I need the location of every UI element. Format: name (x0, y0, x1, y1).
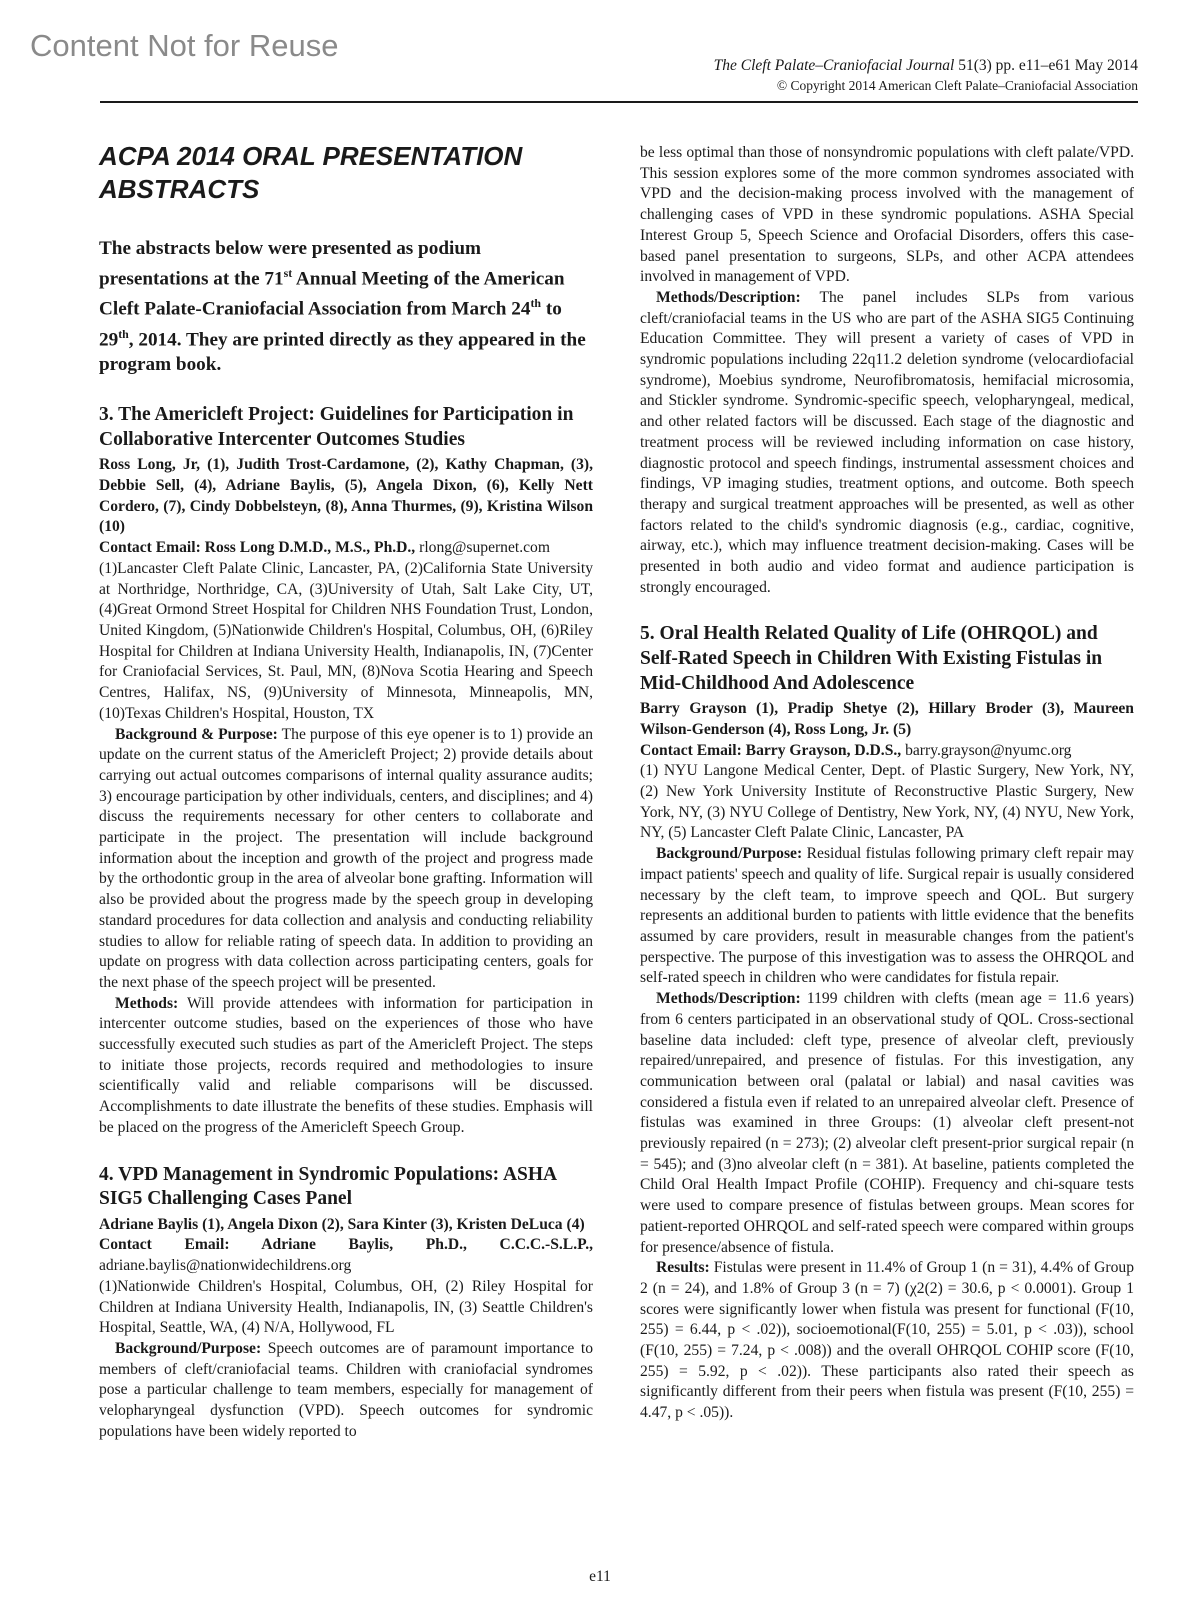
contact-email: rlong@supernet.com (419, 539, 550, 557)
intro-paragraph: The abstracts below were presented as podium presentations at the 71st Annual Meeting of the American Cleft Palate-Craniofacial Association from March 24th to 29th, 2014. They are printed directly as they appeared in the program book. (99, 238, 586, 376)
journal-header (714, 56, 1138, 96)
section-text: 1199 children with clefts (mean age = 11.6 years) from 6 centers participated in an observational study of QOL. Cross-sectional baseline data included: cleft type, presence of alveolar cleft, previously repaired/unrepaired, and presence of fistulas. For this investigation, any communication between oral (palatal or labial) and nasal cavities was considered a fistula even if related to an unrepaired alveolar cleft. Presence of fistulas was examined in three Groups: (1) alveolar cleft present-not previously repaired (n = 273); (2) alveolar cleft present-prior surgical repair (n = 545); and (3)no alveolar cleft (n = 381). At baseline, patients completed the Child Oral Health Impact Profile (COHIP). Frequency and chi-square tests were used to compare presence of fistulas between groups. Mean scores for patient-reported OHRQOL and self-rated speech were compared within groups for presence/absence of fistula. (640, 990, 1134, 1256)
abstract-authors: Barry Grayson (1), Pradip Shetye (2), Hillary Broder (3), Maureen Wilson-Genderson (4), Ross Long, Jr. (5) (640, 700, 1134, 738)
abstract-title: 5. Oral Health Related Quality of Life (OHRQOL) and Self-Rated Speech in Children With Existing Fistulas in Mid-Childhood And Adolescence (640, 623, 1103, 694)
abstract-title: 4. VPD Management in Syndromic Populations: ASHA SIG5 Challenging Cases Panel (99, 1163, 557, 1210)
abstract-affiliations: (1) NYU Langone Medical Center, Dept. of Plastic Surgery, New York, NY, (2) New York University Institute of Reconstructive Plastic Surgery, New York, NY, (3) NYU College of Dentistry, New York, NY, (4) NYU, New York, NY, (5) Lancaster Cleft Palate Clinic, Lancaster, PA (640, 762, 1134, 842)
abstract-affiliations: (1)Lancaster Cleft Palate Clinic, Lancaster, PA, (2)California State University at Northridge, Northridge, CA, (3)University of Utah, Salt Lake City, UT, (4)Great Ormond Street Hospital for Children NHS Foundation Trust, London, United Kingdom, (5)Nationwide Children's Hospital, Columbus, OH, (6)Riley Hospital for Children at Indiana University Health, Indianapolis, IN, (7)Center for Craniofacial Services, St. Paul, MN, (8)Nova Scotia Hearing and Speech Centres, Halifax, NS, (9)University of Minnesota, Minneapolis, MN, (10)Texas Children's Hospital, Houston, TX (99, 559, 593, 722)
abstract-contact (99, 1235, 593, 1276)
contact-label: Contact Email: Adriane Baylis, Ph.D., C.C.C.-S.L.P., (99, 1236, 593, 1254)
contact-label: Contact Email: Ross Long D.M.D., M.S., Ph.D., (99, 539, 416, 557)
section-text: The purpose of this eye opener is to 1) provide an update on the current status of the Americleft Project; 2) provide details about carrying out actual outcomes comparisons of internal quality assurance audits; 3) encourage participation by other individuals, centers, and disciplines; and 4) discuss the requirements necessary for other centers to collaborate and participate in the project. The presentation will include background information about the inception and growth of the project and progress made by the orthodontic group in the area of alveolar bone grafting. Information will also be provided about the progress made by the speech group in developing standard procedures for data collection and analysis and conducting reliability studies to allow for reliable rating of speech data. In addition to providing an update on progress with data collection across participating centers, goals for the next phase of the speech project will be presented. (99, 725, 593, 991)
abstract-5 (640, 622, 1134, 1423)
section-label: Background & Purpose: (115, 725, 278, 743)
abstract-affiliations: (1)Nationwide Children's Hospital, Columbus, OH, (2) Riley Hospital for Children at Indiana University Health, Indianapolis, IN, (3) Seattle Children's Hospital, Seattle, WA, (4) N/A, Hollywood, FL (99, 1277, 593, 1337)
abstract-4-continued (640, 143, 1134, 598)
section-label: Methods: (115, 994, 179, 1012)
abstract-continuation: be less optimal than those of nonsyndromic populations with cleft palate/VPD. This session explores some of the more common syndromes associated with VPD and the decision-making process involved with the management of challenging cases of VPD in these syndromic populations. ASHA Special Interest Group 5, Speech Science and Orofacial Disorders, offers this case-based panel presentation to surgeons, SLPs, and other ACPA attendees involved in management of VPD. (640, 144, 1134, 286)
abstract-section (640, 288, 1134, 599)
contact-email: barry.grayson@nyumc.org (905, 741, 1072, 759)
abstract-3 (99, 403, 593, 1138)
header-rule (100, 101, 1138, 103)
page-number: e11 (589, 1568, 611, 1585)
section-label: Methods/Description: (656, 288, 801, 306)
abstract-section (99, 1339, 593, 1443)
right-column (640, 143, 1134, 1448)
left-column (99, 140, 593, 1466)
section-text: Residual fistulas following primary cleft repair may impact patients' speech and quality of life. Surgical repair is usually considered necessary by the cleft team, to improve speech and QOL. But surgery represents an additional burden to patients with little evidence that the benefits assumed by care providers, result in measurable changes from the patient's perspective. The purpose of this investigation was to assess the OHRQOL and self-rated speech in children who were candidates for fistula repair. (640, 845, 1134, 987)
watermark: Content Not for Reuse (30, 28, 339, 63)
abstract-contact (99, 538, 593, 559)
journal-issue: 51(3) pp. e11–e61 May 2014 (958, 57, 1138, 74)
journal-name: The Cleft Palate–Craniofacial Journal (713, 57, 955, 74)
abstract-section (640, 844, 1134, 989)
abstract-authors: Ross Long, Jr, (1), Judith Trost-Cardamone, (2), Kathy Chapman, (3), Debbie Sell, (4), Adriane Baylis, (5), Angela Dixon, (6), Kelly Nett Cordero, (7), Cindy Dobbelsteyn, (8), Anna Thurmes, (9), Kristina Wilson (10) (99, 456, 593, 536)
section-text: Will provide attendees with information for participation in intercenter outcome studies, based on the experiences of those who have successfully executed such studies as part of the Americleft Project. The steps to initiate those projects, records required and methodologies to insure scientifically valid and reliable comparisons will be discussed. Accomplishments to date illustrate the benefits of these studies. Emphasis will be placed on the progress of the Americleft Speech Group. (99, 994, 593, 1136)
abstract-section (640, 989, 1134, 1258)
section-label: Methods/Description: (656, 990, 801, 1008)
abstract-section (640, 1258, 1134, 1424)
abstract-contact (640, 741, 1134, 762)
abstract-authors: Adriane Baylis (1), Angela Dixon (2), Sara Kinter (3), Kristen DeLuca (4) (99, 1215, 585, 1233)
section-label: Background/Purpose: (656, 845, 803, 863)
section-text: The panel includes SLPs from various cleft/craniofacial teams in the US who are part of the ASHA SIG5 Continuing Education Committee. They will present a variety of cases of VPD in syndromic populations including 22q11.2 deletion syndrome (velocardiofacial syndrome), Moebius syndrome, Neurofibromatosis, hemifacial microsomia, and Stickler syndrome. Syndromic-specific speech, velopharyngeal, medical, and other related factors will be discussed. Each stage of the diagnostic and treatment process will be reviewed including information on case history, diagnostic protocol and speech findings, instrumental assessment choices and findings, VP imaging studies, treatment options, and outcome. Both speech therapy and surgical treatment approaches will be presented, as well as other factors related to the child's syndromic diagnosis (e.g., cardiac, cognitive, airway, etc.), which may influence treatment decision-making. Cases will be presented in both audio and video format and audience participation is strongly encouraged. (640, 288, 1134, 596)
main-title: ACPA 2014 ORAL PRESENTATION ABSTRACTS (99, 141, 523, 204)
contact-label: Contact Email: Barry Grayson, D.D.S., (640, 741, 902, 759)
section-label: Background/Purpose: (115, 1339, 262, 1357)
abstract-4 (99, 1163, 593, 1443)
abstract-title: 3. The Americleft Project: Guidelines for Participation in Collaborative Intercenter Outcomes Studies (99, 404, 574, 450)
section-text: Speech outcomes are of paramount importance to members of cleft/craniofacial teams. Children with craniofacial syndromes pose a particular challenge to team members, especially for management of velopharyngeal dysfunction (VPD). Speech outcomes for syndromic populations have been widely reported to (99, 1339, 593, 1440)
contact-email: adriane.baylis@nationwidechildrens.org (99, 1257, 352, 1275)
abstract-section (99, 725, 593, 994)
journal-copyright: © Copyright 2014 American Cleft Palate–Craniofacial Association (776, 78, 1138, 93)
section-text: Fistulas were present in 11.4% of Group 1 (n = 31), 4.4% of Group 2 (n = 24), and 1.8% of Group 3 (n = 7) (χ2(2) = 30.6, p < 0.0001). Group 1 scores were significantly lower when fistula was present for functional (F(10, 255) = 6.44, p < .02)), socioemotional(F(10, 255) = 5.01, p < .03)), school (F(10, 255) = 7.24, p < .008)) and the overall OHRQOL COHIP score (F(10, 255) = 5.92, p < .02)). These participants also rated their speech as significantly different from their peers when fistula was present (F(10, 255) = 4.47, p < .05)). (640, 1259, 1134, 1422)
abstract-section (99, 994, 593, 1139)
journal-citation (714, 56, 1138, 76)
section-label: Results: (656, 1259, 710, 1277)
